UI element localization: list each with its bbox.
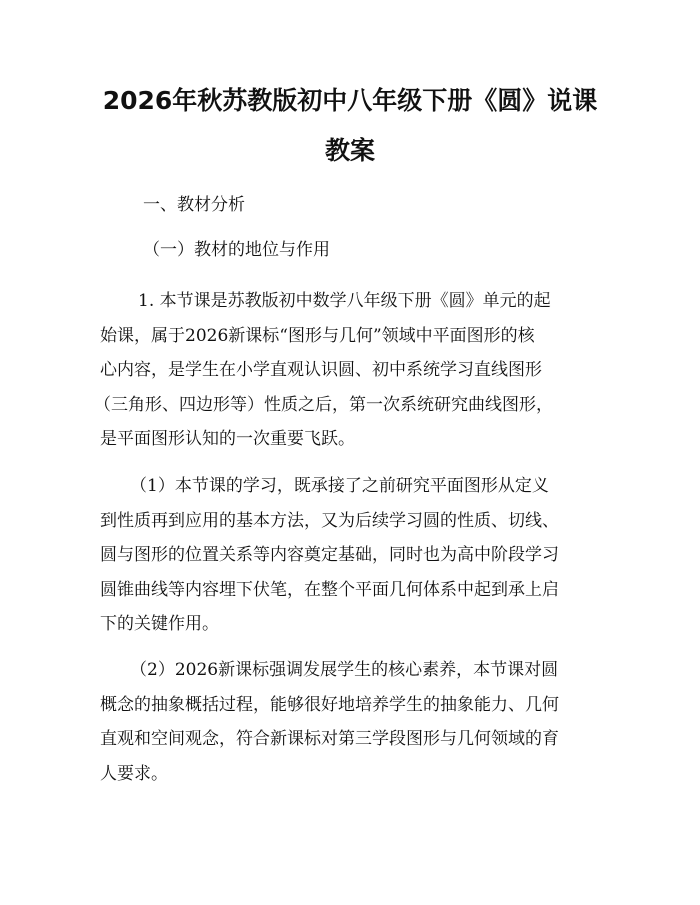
paragraph-1 bbox=[94, 284, 600, 457]
paragraph-line: 心内容，是学生在小学直观认识圆、初中系统学习直线图形 bbox=[100, 360, 542, 380]
document-title-line-2: 教案 bbox=[324, 136, 375, 165]
paragraph-line: 到性质再到应用的基本方法，又为后续学习圆的性质、切线、 bbox=[100, 510, 559, 531]
paragraph-3 bbox=[100, 653, 600, 791]
subsection-heading: （一）教材的地位与作用 bbox=[143, 240, 330, 260]
paragraph-line: 圆锥曲线等内容埋下伏笔，在整个平面几何体系中起到承上启 bbox=[100, 579, 559, 600]
paragraph-line: 直观和空间观念，符合新课标对第三学段图形与几何领域的育 bbox=[100, 729, 559, 749]
paragraph-line: 始课，属于2026新课标“图形与几何”领域中平面图形的核 bbox=[100, 325, 535, 346]
document-title-line-1: 2026年秋苏教版初中八年级下册《圆》说课 bbox=[102, 86, 598, 115]
paragraph-line: 下的关键作用。 bbox=[100, 614, 219, 634]
paragraph-2 bbox=[100, 469, 600, 642]
paragraph-line: 概念的抽象概括过程，能够很好地培养学生的抽象能力、几何 bbox=[100, 694, 559, 715]
section-heading: 一、教材分析 bbox=[143, 195, 245, 215]
paragraph-line: （1）本节课的学习，既承接了之前研究平面图形从定义 bbox=[130, 476, 549, 496]
paragraph-line: （2）2026新课标强调发展学生的核心素养，本节课对圆 bbox=[130, 660, 559, 680]
paragraph-line: 人要求。 bbox=[100, 763, 168, 784]
paragraph-line: 圆与图形的位置关系等内容奠定基础，同时也为高中阶段学习 bbox=[100, 545, 559, 565]
paragraph-line: （三角形、四边形等）性质之后，第一次系统研究曲线图形， bbox=[94, 394, 553, 415]
paragraph-line: 是平面图形认知的一次重要飞跃。 bbox=[100, 429, 355, 449]
paragraph-line: 1. 本节课是苏教版初中数学八年级下册《圆》单元的起 bbox=[138, 291, 551, 311]
